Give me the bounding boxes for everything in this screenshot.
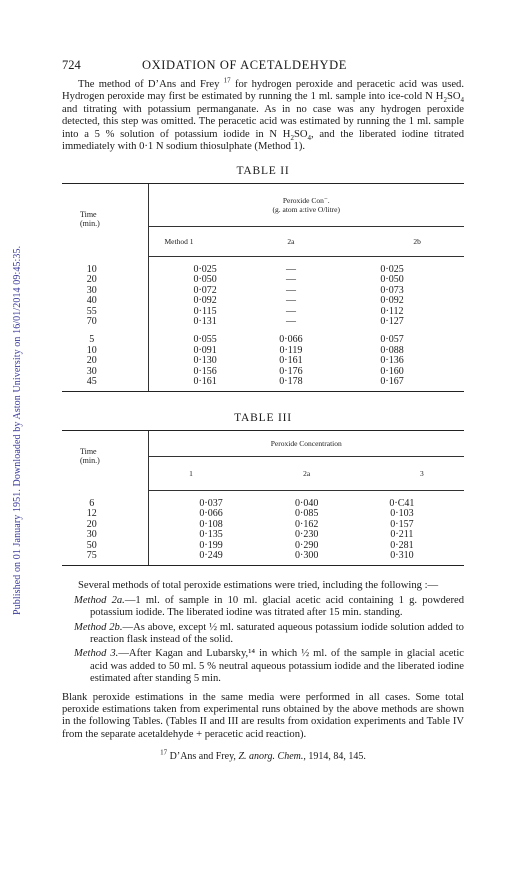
time-cell: 20 xyxy=(62,275,148,285)
value-cell: 0·160 xyxy=(380,365,404,377)
time-cell: 50 xyxy=(62,541,148,551)
table2-title: TABLE II xyxy=(236,165,290,178)
value-cell: 0·281 xyxy=(390,539,414,551)
value-cell: 0·025 xyxy=(193,263,217,275)
value-cell: 0·167 xyxy=(380,376,404,387)
value-cell: — xyxy=(285,284,296,296)
value-cell: 0·310 xyxy=(390,549,414,561)
value-cell: 0·092 xyxy=(380,295,404,307)
method-item: Method 2a.—1 ml. of sample in 10 ml. glacial acetic acid containing 1 g. powdered potassium iodide. The liberated iodine was titrated after 15 min. standing. xyxy=(74,594,464,619)
time-cell: 10 xyxy=(62,265,148,275)
time-cell: 30 xyxy=(62,286,148,296)
value-cell: 0·050 xyxy=(193,274,217,286)
table3-time-header: Time (min.) xyxy=(62,431,148,491)
value-cell: — xyxy=(285,315,296,327)
value-cell: 0·066 xyxy=(199,508,223,520)
method-item: Method 3.—After Kagan and Lubarsky,¹⁴ in which ½ ml. of the sample in glacial acetic acid was added to 50 ml. 5 % neutral aqueous potassium iodide and the liberated iodine estimated after standing 5 min. xyxy=(74,648,464,685)
value-cell: 0·108 xyxy=(199,518,223,530)
table3-col-1: 1 xyxy=(148,457,274,491)
value-cell: 0·136 xyxy=(380,355,404,367)
value-cell: — xyxy=(285,305,296,317)
value-cell: 0·066 xyxy=(279,334,303,346)
time-cell: 10 xyxy=(62,346,148,356)
value-cell: 0·040 xyxy=(295,497,319,509)
footnote: $^{17}$ D’Ans and Frey, Z. anorg. Chem., 1914, 84, 145. xyxy=(160,748,366,763)
table3-col-2a: 2a xyxy=(274,457,340,491)
table3-body xyxy=(62,491,464,566)
value-cell: 0·119 xyxy=(279,344,303,356)
page-content xyxy=(62,58,464,762)
table2-col-2a: 2a xyxy=(262,227,320,257)
value-cell: 0·057 xyxy=(380,334,404,346)
table3-title: TABLE III xyxy=(234,412,292,425)
methods-intro: Several methods of total peroxide estimations were tried, including the following :— xyxy=(78,580,439,592)
value-cell: 0·199 xyxy=(199,539,223,551)
value-cell: — xyxy=(285,295,296,307)
value-cell: — xyxy=(285,274,296,286)
value-cell: 0·103 xyxy=(390,508,414,520)
time-cell: 20 xyxy=(62,356,148,366)
time-cell: 30 xyxy=(62,367,148,377)
value-cell: 0·300 xyxy=(295,549,319,561)
page-number: 724 xyxy=(62,58,81,72)
time-cell: 40 xyxy=(62,296,148,306)
value-cell: 0·211 xyxy=(390,529,414,541)
value-cell: 0·073 xyxy=(380,284,404,296)
methods-section xyxy=(62,580,464,685)
value-cell: 0·249 xyxy=(199,549,223,561)
time-cell: 45 xyxy=(62,377,148,392)
time-cell: 55 xyxy=(62,307,148,317)
time-cell: 5 xyxy=(62,335,148,345)
value-cell: 0·162 xyxy=(295,518,319,530)
page-header xyxy=(62,58,464,73)
value-cell: 0·157 xyxy=(390,518,414,530)
table3-col-3: 3 xyxy=(340,457,464,491)
value-cell: 0·091 xyxy=(193,344,217,356)
value-cell: 0·178 xyxy=(279,376,303,387)
table2-col-method1: Method 1 xyxy=(148,227,262,257)
value-cell: 0·072 xyxy=(193,284,217,296)
time-cell: 12 xyxy=(62,509,148,519)
method-item: Method 2b.—As above, except ½ ml. saturated aqueous potassium iodide solution added to reaction flask instead of the solid. xyxy=(74,621,464,645)
value-cell: 0·055 xyxy=(193,334,217,346)
time-cell: 75 xyxy=(62,551,148,566)
footnote-ref: 17 xyxy=(223,76,231,85)
running-title: OXIDATION OF ACETALDEHYDE xyxy=(142,58,347,72)
value-cell: 0·025 xyxy=(380,263,404,275)
value-cell: 0·050 xyxy=(380,274,404,286)
time-cell: 20 xyxy=(62,520,148,530)
table2-col-2b: 2b xyxy=(320,227,464,257)
value-cell: 0·161 xyxy=(279,355,303,367)
value-cell: 0·127 xyxy=(380,315,404,327)
table3-span-header: Peroxide Concentration xyxy=(148,431,464,457)
value-cell: 0·037 xyxy=(199,497,223,509)
table-row xyxy=(62,296,464,306)
table2-time-header: Time (min.) xyxy=(62,184,148,257)
value-cell: 0·130 xyxy=(193,355,217,367)
value-cell: — xyxy=(285,263,296,275)
table2-body xyxy=(62,257,464,392)
time-cell: 30 xyxy=(62,530,148,540)
value-cell: 0·131 xyxy=(193,315,217,327)
value-cell: 0·290 xyxy=(295,539,319,551)
table-row xyxy=(62,551,464,566)
value-cell: 0·176 xyxy=(279,365,303,377)
value-cell: 0·088 xyxy=(380,344,404,356)
closing-paragraph: Blank peroxide estimations in the same media were performed in all cases. Some total peroxide estimations taken from experimental runs obtained by the above methods are shown in the following Tables. (Tables II and III are results from oxidation experiments and Table IV from the separate acetaldehyde + peracetic acid reaction). xyxy=(62,691,464,740)
value-cell: 0·161 xyxy=(193,376,217,387)
table2-span-header: Peroxide Con⁻. (g. atom a:tive O/litre) xyxy=(148,184,464,227)
table-row xyxy=(62,530,464,540)
value-cell: 0·156 xyxy=(193,365,217,377)
value-cell: 0·230 xyxy=(295,529,319,541)
value-cell: 0·085 xyxy=(295,508,319,520)
value-cell: 0·112 xyxy=(380,305,404,317)
table3 xyxy=(62,430,464,566)
intro-paragraph: The method of D’Ans and Frey $^{17}$ for hydrogen peroxide and peracetic acid was used. Hydrogen peroxide may first be estimated by running the 1 ml. sample into ice-cold N $H_2SO_4$ and titrating with potassium permanganate. As in no case was any hydrogen peroxide detected, this step was omitted. The peracetic acid was estimated by running the 1 ml. sample into a 5 % solution of potassium iodide in N $H_2SO_4$, and the liberated iodine titrated immediately with 0·1 N sodium thiosulphate (Method 1). xyxy=(62,76,464,153)
time-cell: 70 xyxy=(62,317,148,327)
value-cell: 0·135 xyxy=(199,529,223,541)
publication-side-note: Published on 01 January 1951. Downloaded by Aston University on 16/01/2014 09:45:35. xyxy=(12,245,23,615)
table-row xyxy=(62,377,464,392)
table-row xyxy=(62,317,464,327)
table2 xyxy=(62,183,464,392)
time-cell: 6 xyxy=(62,499,148,509)
value-cell: 0·C41 xyxy=(389,497,415,509)
value-cell: 0·092 xyxy=(193,295,217,307)
value-cell: 0·115 xyxy=(193,305,217,317)
